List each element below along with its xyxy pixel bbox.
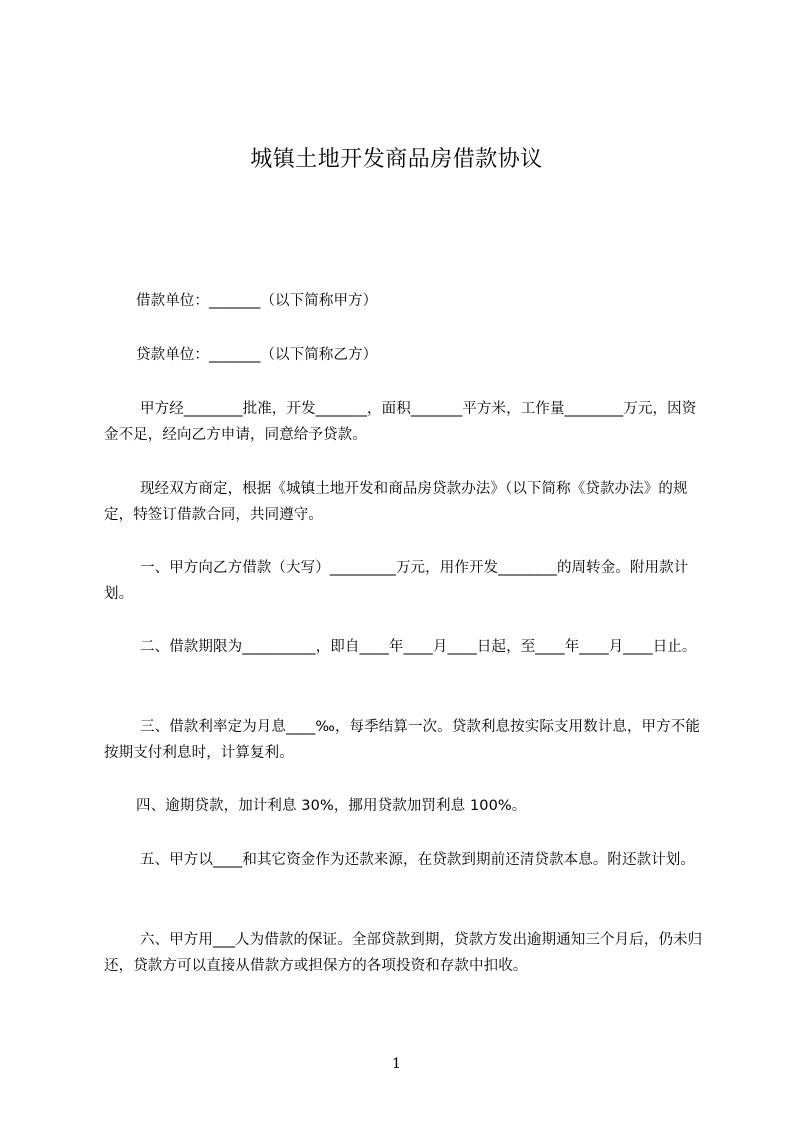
borrower-line: 借款单位：_______（以下简称甲方） [136, 293, 378, 309]
page-number: 1 [392, 1056, 401, 1072]
clause-3: 三、借款利率定为月息____‰，每季结算一次。贷款利息按实际支用数计息，甲方不能按期支付利息时，计算复利。 [104, 719, 700, 761]
clause-4: 四、逾期贷款，加计利息 30%，挪用贷款加罚利息 100%。 [136, 798, 527, 814]
basis-paragraph: 现经双方商定，根据《城镇土地开发和商品房贷款办法》（以下简称《贷款办法》的规定，特签订借款合同，共同遵守。 [104, 481, 688, 523]
clause-2: 二、借款期限为__________，即自____年____月____日起，至____年____月____日止。 [140, 639, 697, 655]
document-title: 城镇土地开发商品房借款协议 [250, 147, 543, 172]
clause-5: 五、甲方以____和其它资金作为还款来源，在贷款到期前还清贷款本息。附还款计划。 [140, 852, 695, 868]
clause-6: 六、甲方用___人为借款的保证。全部贷款到期，贷款方发出逾期通知三个月后，仍未归还，贷款方可以直接从借款方或担保方的各项投资和存款中扣收。 [104, 932, 703, 974]
lender-line: 贷款单位：_______（以下简称乙方） [136, 347, 378, 363]
background-paragraph: 甲方经________批准，开发_______，面积_______平方米，工作量________万元，因资金不足，经向乙方申请，同意给予贷款。 [104, 401, 697, 443]
clause-1: 一、甲方向乙方借款（大写）_________万元，用作开发________的周转金。附用款计划。 [104, 560, 689, 602]
